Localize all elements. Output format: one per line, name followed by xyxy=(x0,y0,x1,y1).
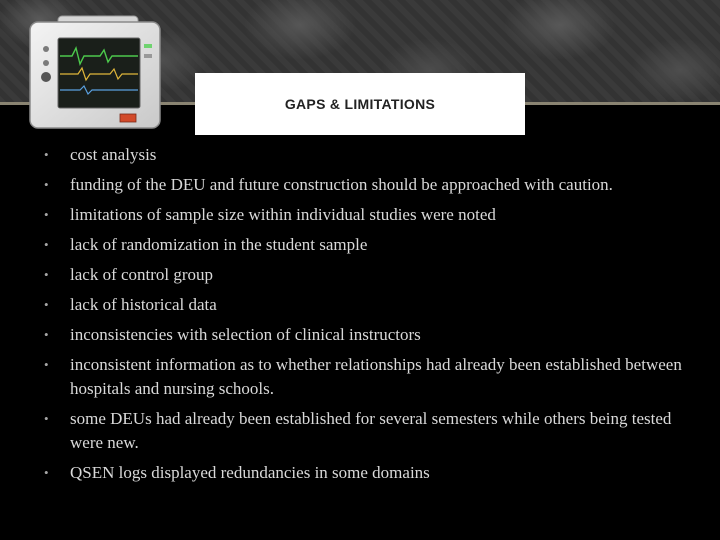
bullet-item xyxy=(44,233,684,257)
bullet-text: cost analysis xyxy=(70,145,157,164)
patient-monitor-icon xyxy=(20,14,170,132)
slide-title: GAPS & LIMITATIONS xyxy=(284,96,436,112)
bullet-text: limitations of sample size within individual studies were noted xyxy=(70,205,496,224)
bullet-text: some DEUs had already been established for several semesters while others being tested were new. xyxy=(70,409,672,452)
bullet-glyph: • xyxy=(44,237,49,252)
bullet-text: lack of historical data xyxy=(70,295,217,314)
bullet-glyph: • xyxy=(44,177,49,192)
bullet-text: lack of randomization in the student sample xyxy=(70,235,368,254)
bullet-list xyxy=(44,143,684,491)
bullet-item xyxy=(44,407,684,455)
bullet-text: inconsistencies with selection of clinical instructors xyxy=(70,325,421,344)
bullet-item xyxy=(44,203,684,227)
bullet-glyph: • xyxy=(44,207,49,222)
bullet-text: lack of control group xyxy=(70,265,214,284)
bullet-item xyxy=(44,143,684,167)
bullet-glyph: • xyxy=(44,411,49,426)
bullet-glyph: • xyxy=(44,327,49,342)
bullet-glyph: • xyxy=(44,465,49,480)
bullet-item xyxy=(44,263,684,287)
bullet-item xyxy=(44,461,684,485)
bullet-item xyxy=(44,173,684,197)
bullet-glyph: • xyxy=(44,267,49,282)
bullet-item xyxy=(44,323,684,347)
bullet-glyph: • xyxy=(44,297,49,312)
bullet-glyph: • xyxy=(44,147,49,162)
bullet-text: funding of the DEU and future construction should be approached with caution. xyxy=(70,175,613,194)
bullet-text: inconsistent information as to whether relationships had already been established between hospitals and nursing schools. xyxy=(70,355,682,398)
bullet-item xyxy=(44,353,684,401)
bullet-glyph: • xyxy=(44,357,49,372)
bullet-text: QSEN logs displayed redundancies in some domains xyxy=(70,463,430,482)
bullet-item xyxy=(44,293,684,317)
title-box xyxy=(195,73,525,135)
